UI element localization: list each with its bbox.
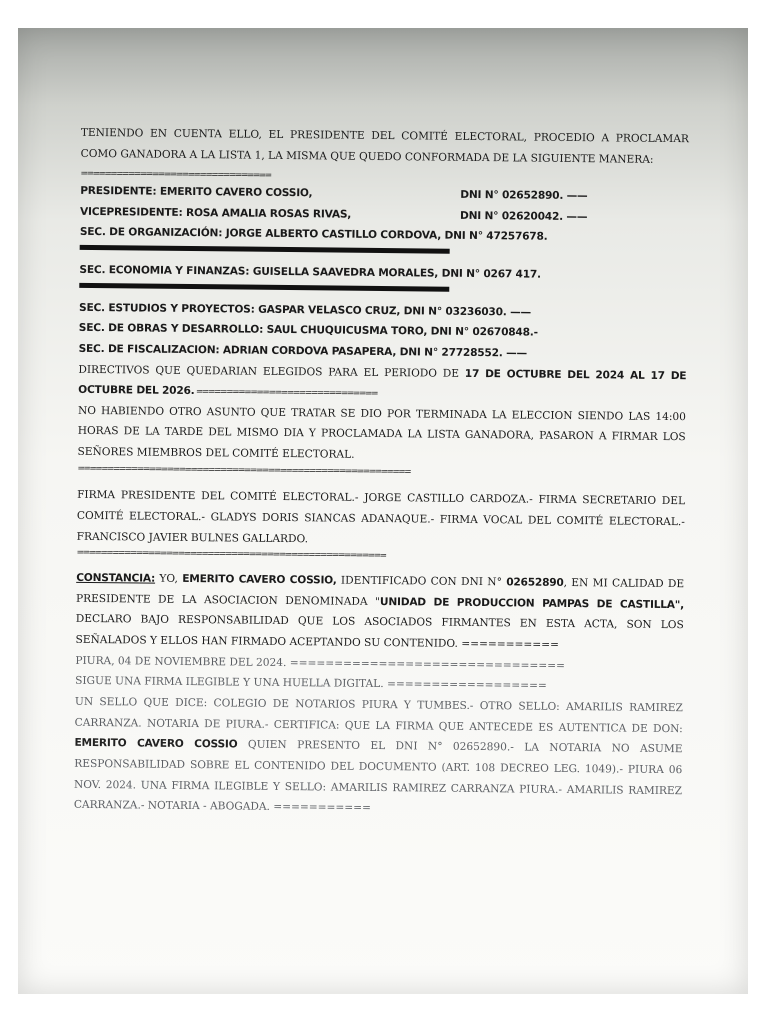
period-dates: 17 DE OCTUBRE DEL 2024 AL 17 DE OCTUBRE DEL 2026.: [78, 367, 687, 398]
constancia-label: CONSTANCIA:: [76, 571, 156, 585]
constancia-text: YO,: [155, 572, 183, 585]
constancia-name: EMERITO CAVERO COSSIO,: [182, 572, 337, 587]
intro-paragraph: TENIENDO EN CUENTA ELLO, EL PRESIDENTE DEL COMITÉ ELECTORAL, PROCEDIO A PROCLAMAR COMO GANADORA A LA LISTA 1, LA MISMA QUE QUEDO CONFORMADA DE LA SIGUIENTE MANERA:: [80, 126, 689, 166]
sec-fiscalizacion: SEC. DE FISCALIZACION: ADRIAN CORDOVA PASAPERA, DNI N° 27728552. ——: [78, 342, 527, 360]
officer-dni: DNI N° 02620042. ——: [459, 209, 588, 223]
notary-paragraph: [74, 692, 683, 822]
photo-frame: [18, 28, 748, 994]
officer-role-name: PRESIDENTE: EMERITO CAVERO COSSIO,: [80, 184, 313, 200]
sec-obras: SEC. DE OBRAS Y DESARROLLO: SAUL CHUQUICUSMA TORO, DNI N° 02670848.-: [78, 322, 538, 339]
constancia-dni: 02652890: [506, 576, 564, 589]
signature-note: SIGUE UNA FIRMA ILEGIBLE Y UNA HUELLA DIGITAL. ==================: [75, 675, 547, 692]
constancia-paragraph: [75, 568, 684, 657]
thick-rule: [80, 245, 450, 254]
notary-text: UN SELLO QUE DICE: COLEGIO DE NOTARIOS PIURA Y TUMBES.- OTRO SELLO: AMARILIS RAMIREZ CARRANZA. NOTARIA DE PIURA.- CERTIFICA: QUE LA FIRMA QUE ANTECEDE ES AUTENTICA DE DON:: [74, 695, 683, 735]
period-text: DIRECTIVOS QUE QUEDARIAN ELEGIDOS PARA EL PERIODO DE: [78, 363, 465, 380]
notary-name: EMERITO CAVERO COSSIO: [74, 736, 238, 751]
sec-economia: SEC. ECONOMIA Y FINANZAS: GUISELLA SAAVEDRA MORALES, DNI N° 0267 417.: [79, 263, 541, 281]
document-body: [74, 123, 689, 822]
officer-role-name: VICEPRESIDENTE: ROSA AMALIA ROSAS RIVAS,: [80, 205, 352, 221]
constancia-text: , EN MI CALIDAD DE PRESIDENTE DE LA ASOCIACION DENOMINADA ": [75, 576, 685, 608]
constancia-association: UNIDAD DE PRODUCCION PAMPAS DE CASTILLA",: [379, 595, 685, 611]
constancia-text: DECLARO BAJO RESPONSABILIDAD QUE LOS ASOCIADOS FIRMANTES EN ESTA ACTA, SON LOS SEÑALADOS Y ELLOS HAN FIRMADO ACEPTANDO SU CONTENIDO. ===========: [75, 613, 684, 651]
notary-text: QUIEN PRESENTO EL DNI N° 02652890.- LA NOTARIA NO ASUME RESPONSABILIDAD SOBRE EL CONTENIDO DEL DOCUMENTO (ART. 108 DECREO LEG. 1049).- PIURA 06 NOV. 2024. UNA FIRMA ILEGIBLE Y SELLO: AMARILIS RAMIREZ CARRANZA PIURA.- AMARILIS RAMIREZ CARRANZA.- NOTARIA - ABOGADA. ===========: [73, 738, 683, 815]
sec-estudios: SEC. ESTUDIOS Y PROYECTOS: GASPAR VELASCO CRUZ, DNI N° 03236030. ——: [78, 301, 531, 319]
officer-dni: DNI N° 02652890. ——: [460, 188, 588, 203]
period-paragraph: [78, 359, 686, 407]
place-date: PIURA, 04 DE NOVIEMBRE DEL 2024. ===============================: [75, 654, 565, 672]
separator-line: ========================================================: [77, 463, 411, 478]
sec-organizacion: SEC. DE ORGANIZACIÓN: JORGE ALBERTO CASTILLO CORDOVA, DNI N° 47257678.: [79, 226, 548, 243]
thick-rule: [79, 282, 449, 291]
document-page: [8, 24, 748, 998]
separator-line: ================================: [80, 169, 271, 182]
separator-line: ====================================================: [76, 548, 386, 562]
signatures-paragraph: FIRMA PRESIDENTE DEL COMITÉ ELECTORAL.- JORGE CASTILLO CARDOZA.- FIRMA SECRETARIO DEL COMITÉ ELECTORAL.- GLADYS DORIS SIANCAS ADANAQUE.- FIRMA VOCAL DEL COMITÉ ELECTORAL.- FRANCISCO JAVIER BULNES GALLARDO.: [76, 489, 686, 545]
period-separator: ==============================: [194, 387, 378, 400]
closing-paragraph: NO HABIENDO OTRO ASUNTO QUE TRATAR SE DIO POR TERMINADA LA ELECCION SIENDO LAS 14:00 HORAS DE LA TARDE DEL MISMO DIA Y PROCLAMADA LA LISTA GANADORA, PASARON A FIRMAR LOS SEÑORES MIEMBROS DEL COMITÉ ELECTORAL.: [77, 404, 687, 461]
constancia-text: IDENTIFICADO CON DNI N°: [336, 574, 507, 589]
